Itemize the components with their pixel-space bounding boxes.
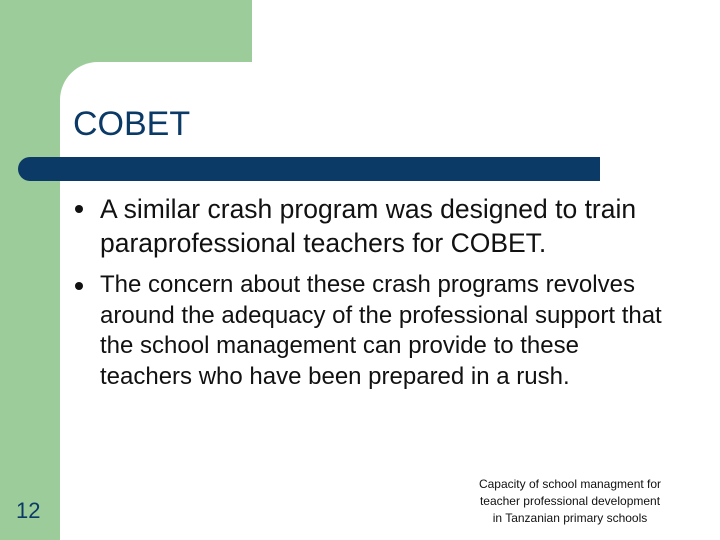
slide-title: COBET [73,105,191,143]
footer-caption [454,476,686,527]
bullet-item [72,192,672,260]
bullet-text: The concern about these crash programs revolves around the adequacy of the professional support that the school management can provide to these teachers who have been prepared in a rush. [100,271,662,390]
bullet-item [72,270,672,392]
footer-line: teacher professional development [479,494,661,508]
bullet-list [72,192,672,392]
footer-line: Capacity of school managment for [478,477,662,491]
footer-line: in Tanzanian primary schools [492,511,648,525]
bullet-text: A similar crash program was designed to train paraprofessional teachers for COBET. [100,194,637,258]
bullet-dot-icon [75,282,83,290]
title-underline-bar [18,157,600,181]
bullet-dot-icon [75,205,83,213]
slide-number: 12 [16,498,41,523]
